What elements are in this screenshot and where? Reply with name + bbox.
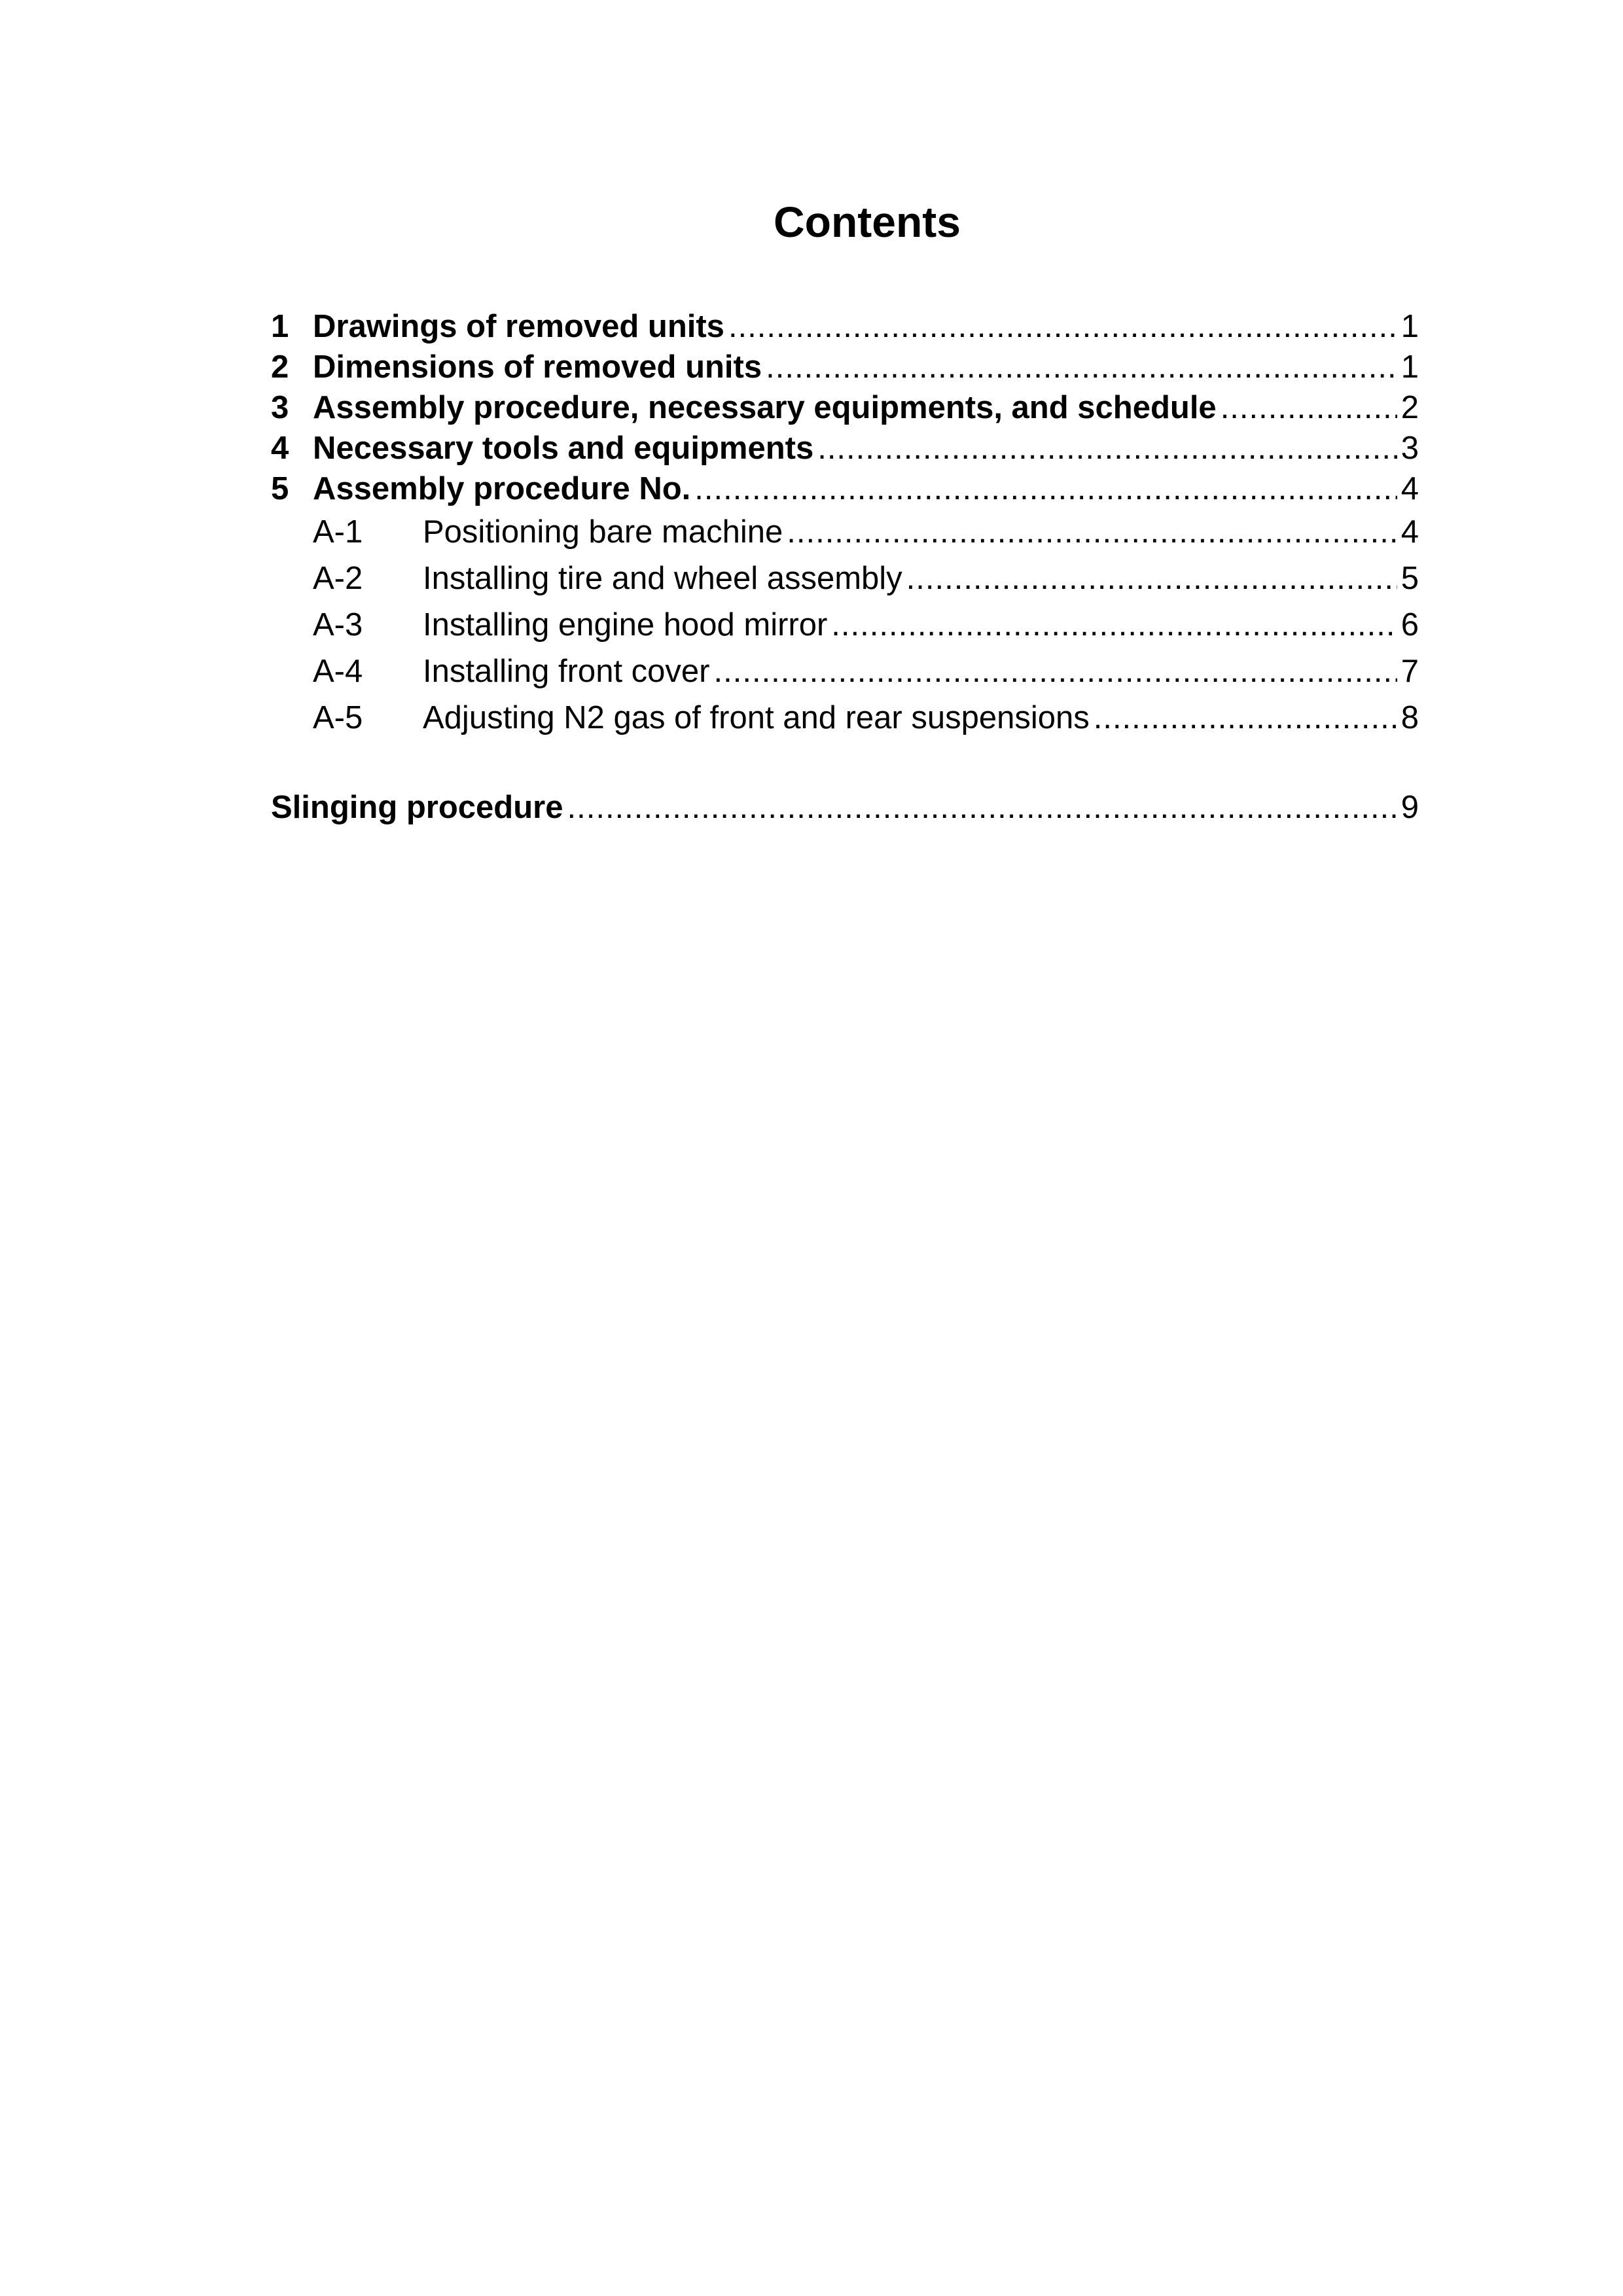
toc-subentry-title: Adjusting N2 gas of front and rear suspensions (423, 700, 1090, 735)
toc-entry-page: 2 (1400, 390, 1419, 425)
toc-entry-number: 3 (271, 390, 289, 425)
toc-subentry-a5[interactable] (271, 695, 1419, 741)
toc-entry-slinging[interactable] (271, 787, 1419, 828)
toc-entry-title: Slinging procedure (271, 790, 563, 825)
dot-leader (1094, 695, 1397, 741)
dot-leader (906, 556, 1397, 602)
toc-subentry-a1[interactable] (271, 509, 1419, 556)
toc-entry-page: 3 (1400, 431, 1419, 466)
dot-leader (787, 509, 1397, 556)
toc-entry-page: 1 (1400, 309, 1419, 344)
toc-subentry-title: Installing tire and wheel assembly (423, 561, 902, 596)
dot-leader (728, 306, 1397, 347)
toc-subentry-page: 4 (1400, 514, 1419, 550)
toc-subentry-page: 8 (1400, 700, 1419, 735)
toc-subentry-a2[interactable] (271, 556, 1419, 602)
toc-entry-number: 4 (271, 431, 289, 466)
page-title: Contents (774, 198, 961, 246)
toc-subentry-page: 7 (1400, 654, 1419, 689)
toc-entry-number: 1 (271, 309, 289, 344)
toc-subentry-a3[interactable] (271, 602, 1419, 648)
toc-entry-5[interactable] (271, 468, 1419, 509)
toc-entry-title: Assembly procedure No. (313, 471, 691, 506)
table-of-contents (271, 306, 1419, 828)
toc-subentry-page: 5 (1400, 561, 1419, 596)
dot-leader (1221, 387, 1397, 428)
toc-entry-2[interactable] (271, 347, 1419, 387)
toc-subentry-page: 6 (1400, 607, 1419, 643)
toc-entry-title: Drawings of removed units (313, 309, 724, 344)
toc-subentry-number: A-5 (313, 700, 363, 735)
toc-entry-1[interactable] (271, 306, 1419, 347)
toc-subentry-number: A-2 (313, 561, 363, 596)
toc-entry-number: 2 (271, 349, 289, 385)
dot-leader (714, 648, 1397, 695)
toc-subentry-title: Installing engine hood mirror (423, 607, 828, 643)
toc-subentry-number: A-4 (313, 654, 363, 689)
toc-entry-title: Assembly procedure, necessary equipments, and schedule (313, 390, 1217, 425)
dot-leader (567, 787, 1397, 828)
dot-leader (766, 347, 1397, 387)
dot-leader (817, 428, 1397, 468)
toc-subentry-a4[interactable] (271, 648, 1419, 695)
toc-subentry-title: Positioning bare machine (423, 514, 783, 550)
toc-entry-3[interactable] (271, 387, 1419, 428)
toc-entry-title: Necessary tools and equipments (313, 431, 814, 466)
toc-subentry-title: Installing front cover (423, 654, 710, 689)
toc-entry-page: 9 (1400, 790, 1419, 825)
toc-entry-page: 1 (1400, 349, 1419, 385)
toc-entry-4[interactable] (271, 428, 1419, 468)
toc-subentry-number: A-1 (313, 514, 363, 550)
dot-leader (694, 468, 1397, 509)
dot-leader (831, 602, 1397, 648)
toc-entry-title: Dimensions of removed units (313, 349, 762, 385)
toc-subentry-number: A-3 (313, 607, 363, 643)
toc-entry-number: 5 (271, 471, 289, 506)
toc-entry-page: 4 (1400, 471, 1419, 506)
